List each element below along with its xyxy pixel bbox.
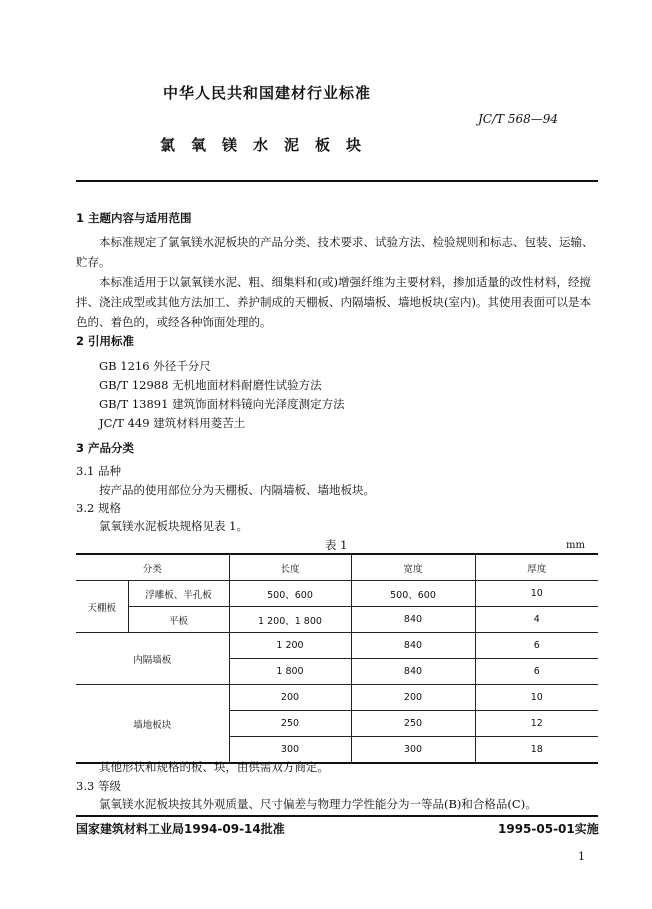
header-length: 长度 — [229, 554, 351, 581]
cell-thickness: 4 — [475, 607, 598, 633]
table-row — [76, 607, 598, 633]
cell-thickness: 6 — [475, 659, 598, 685]
page-number: 1 — [578, 850, 585, 863]
header-rule — [76, 180, 598, 182]
section-1-heading: 1 主题内容与适用范围 — [76, 211, 192, 225]
table-row — [76, 633, 598, 659]
spec-table — [76, 553, 598, 764]
cell-length: 200 — [229, 685, 351, 711]
cell-width: 250 — [351, 711, 475, 737]
table-row — [76, 581, 598, 607]
section-3-1-heading: 3.1 品种 — [76, 464, 121, 478]
cell-width: 200 — [351, 685, 475, 711]
section-1-paragraph-2: 本标准适用于以氯氧镁水泥、粗、细集料和(或)增强纤维为主要材料，掺加适量的改性材料，经搅拌、浇注成型或其他方法加工、养护制成的天棚板、内隔墙板、墙地板块(室内)。其使用表面可以是本色的、着色的，或经各种饰面处理的。 — [76, 275, 591, 329]
cell-width: 500、600 — [351, 581, 475, 607]
cell-width: 300 — [351, 737, 475, 764]
section-3-3-text: 氯氧镁水泥板块按其外观质量、尺寸偏差与物理力学性能分为一等品(B)和合格品(C)。 — [99, 797, 537, 811]
cell-thickness: 6 — [475, 633, 598, 659]
effective-date: 1995-05-01实施 — [498, 822, 599, 836]
section-3-heading: 3 产品分类 — [76, 441, 135, 455]
cell-length: 300 — [229, 737, 351, 764]
cell-thickness: 10 — [475, 685, 598, 711]
table-unit: mm — [566, 540, 585, 551]
group-ceiling: 天棚板 — [76, 581, 128, 633]
section-1-paragraph-1: 本标准规定了氯氧镁水泥板块的产品分类、技术要求、试验方法、检验规则和标志、包装、运输、贮存。 — [76, 235, 594, 269]
section-3-3-heading: 3.3 等级 — [76, 779, 121, 793]
cell-length: 1 200、1 800 — [229, 607, 351, 633]
cell-length: 500、600 — [229, 581, 351, 607]
section-3-1-text: 按产品的使用部位分为天棚板、内隔墙板、墙地板块。 — [99, 483, 375, 497]
cell-thickness: 10 — [475, 581, 598, 607]
reference-item: GB 1216 外径千分尺 — [99, 359, 211, 373]
header-category: 分类 — [76, 554, 229, 581]
cell-length: 1 800 — [229, 659, 351, 685]
standard-org-title: 中华人民共和国建材行业标准 — [163, 84, 372, 102]
approval-date: 国家建筑材料工业局1994-09-14批准 — [76, 822, 285, 836]
cell-type: 浮雕板、半孔板 — [128, 581, 229, 607]
cell-width: 840 — [351, 607, 475, 633]
table-caption: 表 1 — [325, 538, 348, 552]
cell-length: 250 — [229, 711, 351, 737]
reference-item: JC/T 449 建筑材料用菱苦土 — [99, 416, 246, 430]
cell-length: 1 200 — [229, 633, 351, 659]
document-title: 氯氧镁水泥板块 — [160, 136, 378, 154]
cell-type: 平板 — [128, 607, 229, 633]
cell-thickness: 18 — [475, 737, 598, 764]
header-width: 宽度 — [351, 554, 475, 581]
section-2-heading: 2 引用标准 — [76, 334, 135, 348]
reference-item: GB/T 12988 无机地面材料耐磨性试验方法 — [99, 378, 322, 392]
header-thickness: 厚度 — [475, 554, 598, 581]
section-3-2-text: 氯氧镁水泥板块规格见表 1。 — [99, 519, 248, 533]
group-partition: 内隔墙板 — [76, 633, 229, 685]
group-floor: 墙地板块 — [76, 685, 229, 764]
cell-thickness: 12 — [475, 711, 598, 737]
footer-rule — [76, 815, 598, 817]
table-row — [76, 685, 598, 711]
cell-width: 840 — [351, 633, 475, 659]
standard-code: JC/T 568—94 — [478, 112, 559, 126]
reference-item: GB/T 13891 建筑饰面材料镜向光泽度测定方法 — [99, 397, 345, 411]
table-header-row — [76, 554, 598, 581]
table-note: 其他形状和规格的板、块，由供需双方商定。 — [99, 760, 329, 774]
section-3-2-heading: 3.2 规格 — [76, 501, 121, 515]
cell-width: 840 — [351, 659, 475, 685]
